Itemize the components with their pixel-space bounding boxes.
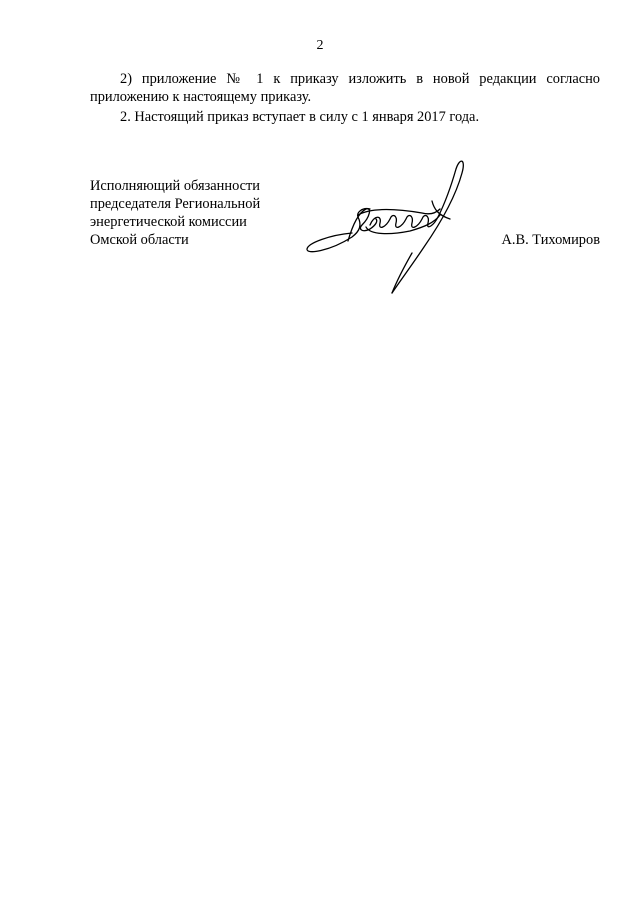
position-line: Омской области bbox=[90, 232, 189, 248]
signatory-name: А.В. Тихомиров bbox=[501, 232, 600, 248]
paragraph-1-line-1: 2) приложение № 1 к приказу изложить в новой редакции согласно bbox=[120, 71, 600, 87]
handwritten-signature bbox=[300, 155, 475, 295]
position-line: энергетической комиссии bbox=[90, 214, 247, 230]
signatory-position bbox=[90, 177, 260, 249]
page-number: 2 bbox=[316, 38, 324, 53]
position-line: Исполняющий обязанности bbox=[90, 178, 261, 194]
paragraph-1-line-2: приложению к настоящему приказу. bbox=[90, 89, 312, 105]
paragraph-2: 2. Настоящий приказ вступает в силу с 1 января 2017 года. bbox=[120, 109, 480, 125]
position-line: председателя Региональной bbox=[90, 196, 261, 212]
